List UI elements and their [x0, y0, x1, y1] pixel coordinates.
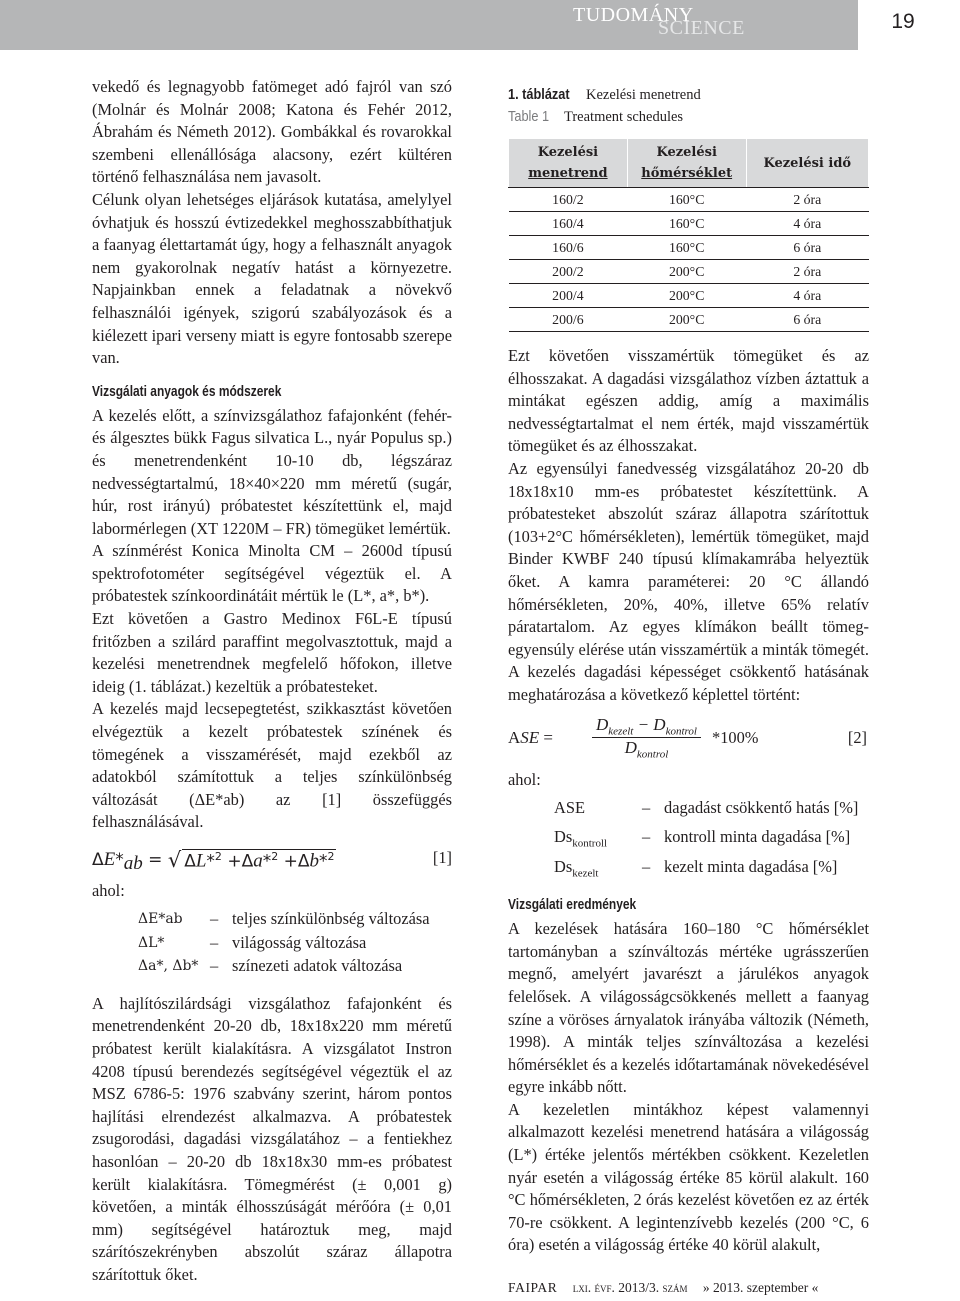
cell-time: 4 óra — [746, 212, 868, 236]
col-header-temperature-line2: hőmérséklet — [641, 166, 733, 181]
table-row — [509, 284, 869, 308]
legend-dash: – — [210, 956, 219, 976]
cell-temperature: 160°C — [627, 212, 746, 236]
equation-1-number: [1] — [432, 848, 452, 867]
legend-symbol-sub: kezelt — [572, 867, 599, 880]
methods-heading: Vizsgálati anyagok és módszerek — [92, 383, 282, 400]
cell-schedule: 160/6 — [509, 236, 628, 260]
legend-description: színezeti adatok változása — [232, 956, 403, 976]
equation-2-denominator: $D_{kontrol}$ — [624, 737, 669, 761]
table-row — [509, 188, 869, 212]
legend-symbol: ΔE*ab — [138, 911, 183, 927]
legend-row — [138, 932, 430, 956]
legend-row — [554, 856, 858, 886]
methods-paragraph-4: A kezelés majd lecsepegtetést, szikkasztást követően elvégeztük a kezelt próbatestek színének és tömegének a visszamérését, majd ezekből az adatokból számítottuk a teljes színkülönbség változását (ΔE*ab) az [1] összefüggés felhasználásával. — [92, 699, 452, 832]
methods-paragraph-1: A kezelés előtt, a színvizsgálathoz fafajonként (fehér- és álgesztes bükk Fagus silvatica L., nyár Populus sp.) és menetrendenként 10-10 db, légszáraz nedvességtartalmú, 18×40×220 mm méretű (sugár, húr, rost irányú) próbatestet készítettünk el, majd labormérlegen (XT 1220M – FR) tömegüket lemértük. — [92, 405, 452, 538]
results-prep-paragraph-1: Ezt követően visszamértük tömegüket és az élhosszakat. A dagadási vizsgálathoz vízben áztattuk a mintákat egészen addig, amíg a maximális nedvességtartalmat el nem érték, majd visszamértük tömegüket és az élhosszakat. — [508, 346, 869, 456]
cell-temperature: 200°C — [627, 308, 746, 332]
section-label-en: SCIENCE — [658, 17, 745, 39]
table-caption-number-hu: 1. táblázat — [508, 86, 570, 103]
publication-volume: lxi. évf. 2013/3. szám — [572, 1280, 688, 1295]
col-header-temperature-line1: Kezelési — [656, 145, 717, 160]
treatment-schedule-table — [508, 138, 869, 332]
equation-1-legend — [138, 908, 430, 979]
goal-paragraph: Célunk olyan lehetséges eljárások kutatása, amelylyel óvhatjuk és hosszú évtizedekkel meghosszabbíthatjuk a faanyag élettartamát úgy, hogy a felhasznált anyagok nem gyakorolnak negatív hatást a környezetre. Napjainkban ennek a feladatnak a növekvő felhasználói igények, szigorú szabályozások és a kiélezett ipari verseny miatt is egyre fontosabb szerepe van. — [92, 189, 452, 368]
cell-temperature: 160°C — [627, 188, 746, 212]
cell-time: 6 óra — [746, 308, 868, 332]
cell-time: 2 óra — [746, 188, 868, 212]
table-caption-number-en: Table 1 — [508, 108, 550, 125]
section-label-hu: TUDOMÁNY — [573, 4, 694, 26]
legend-row — [554, 797, 858, 827]
legend-dash: – — [642, 827, 651, 847]
equation-1 — [92, 846, 452, 876]
legend-description: kontroll minta dagadása [%] — [664, 827, 851, 847]
methods-paragraph-5: A hajlítószilárdsági vizsgálathoz fafajonként és menetrendenként 20-20 db, 18x18x220 mm méretű próbatest került kialakításra. A vizsgálatot Instron 4208 típusú berendezés segítségével végeztük el az MSZ 6786-5: 1976 szabvány szerint, három pontos hajlítási elrendezést alkalmazva. A próbatestek zsugorodási, dagadási vizsgálatához – a fentiekhez hasonlóan – 20-20 db 18x18x30 mm-es próbatest került kialakításra. Tömegmérést (± 0,001 g) követően, a minták élhosszúságát mérőóra (± 0,01 mm) segítségével határoztuk meg, majd szárítószekrényben abszolút száraz állapotra szárítottuk őket. — [92, 993, 452, 1284]
equation-2-lhs: ASE = — [508, 727, 554, 747]
equation-1-formula: $\Delta E*_{ab}$ = √ ΔL*$^2$ +Δa*$^2$ +Δb*$^2$ — [92, 848, 335, 875]
table-row — [509, 260, 869, 284]
methods-paragraph-2: A színmérést Konica Minolta CM – 2600d típusú spektrofotométer segítségével végeztük el. A próbatestek színkoordinátáit mértük le (L*, a*, b*). — [92, 541, 452, 606]
cell-time: 2 óra — [746, 260, 868, 284]
page-number: 19 — [891, 10, 915, 33]
legend-symbol — [554, 856, 642, 886]
legend-dash: – — [210, 932, 219, 952]
cell-schedule: 160/4 — [509, 212, 628, 236]
publication-footer — [508, 1280, 818, 1296]
cell-schedule: 160/2 — [509, 188, 628, 212]
legend-row — [138, 955, 430, 979]
legend-symbol-sub: kontroll — [572, 837, 608, 850]
running-header-bar — [0, 0, 960, 50]
table-caption-title-en: Treatment schedules — [564, 109, 684, 125]
results-prep-paragraph-2: Az egyensúlyi fanedvesség vizsgálatához 20-20 db 18x18x10 mm-es próbatestet készítettünk. A próbatesteket abszolút száraz állapotra szárítottuk (103+2°C hőmérsékleten), lemértük tömegüket, majd Binder KWBF 240 típusú klímakamrába helyeztük őket. A kamra paraméterei: 20 °C állandó hőmérsékleten, 20%, 40%, illetve 65% relatív páratartalom. Az egyes klímákon beállt tömeg-egyensúly elérése után visszamértük a minták tömegét. — [508, 458, 869, 659]
legend-dash: – — [642, 797, 651, 817]
legend-description: világosság változása — [232, 932, 367, 952]
col-header-schedule — [509, 139, 628, 188]
cell-temperature: 200°C — [627, 260, 746, 284]
cell-temperature: 160°C — [627, 236, 746, 260]
cell-temperature: 200°C — [627, 284, 746, 308]
legend-description: kezelt minta dagadása [%] — [664, 857, 838, 877]
table-row — [509, 212, 869, 236]
cell-schedule: 200/6 — [509, 308, 628, 332]
col-header-temperature — [627, 139, 746, 188]
publication-date: » 2013. szeptember « — [702, 1280, 819, 1295]
where-label: ahol: — [92, 881, 125, 900]
legend-row — [554, 826, 858, 856]
legend-symbol-main: ASE — [554, 797, 585, 817]
legend-symbol: ΔL* — [138, 934, 165, 951]
legend-symbol — [554, 797, 642, 827]
legend-symbol: Δa*, Δb* — [138, 958, 199, 975]
table-row — [509, 308, 869, 332]
table-row — [509, 236, 869, 260]
legend-dash: – — [642, 857, 651, 877]
equation-2-fraction — [592, 715, 701, 761]
col-header-schedule-line1: Kezelési — [537, 145, 599, 160]
equation-2-legend — [554, 797, 858, 887]
cell-schedule: 200/2 — [509, 260, 628, 284]
cell-time: 4 óra — [746, 284, 868, 308]
legend-row — [138, 908, 430, 932]
legend-symbol — [554, 826, 642, 856]
results-heading: Vizsgálati eredmények — [508, 897, 637, 914]
intro-paragraph: vekedő és legnagyobb fatömeget adó fajról van szó (Molnár és Molnár 2008; Katona és Fehér 2012, Ábrahám és Németh 2012). Gombákkal és rovarokkal szembeni ellenállósága alacsony, ezért kültéren történő felhasználása nem javasolt. — [92, 77, 452, 187]
methods-paragraph-3: Ezt követően a Gastro Medinox F6L-E típusú fritőzben a szilárd paraffint megolvasztottuk, majd a kezelési menetrendnek megfelelő hőfokon, illetve ideig (1. táblázat.) kezeltük a próbatesteket. — [92, 609, 452, 696]
legend-description: teljes színkülönbség változása — [232, 909, 430, 928]
left-column — [92, 76, 452, 1287]
where-label: ahol: — [508, 769, 541, 789]
legend-dash: – — [210, 909, 219, 928]
cell-time: 6 óra — [746, 236, 868, 260]
equation-2-number: [2] — [847, 727, 867, 747]
col-header-schedule-line2: menetrend — [528, 166, 608, 181]
equation-2-numerator: $D_{kezelt} - D_{kontrol}$ — [592, 715, 701, 738]
cell-schedule: 200/4 — [509, 284, 628, 308]
right-column — [508, 86, 869, 1257]
table-header-row — [509, 139, 869, 188]
equation-2-tail: *100% — [712, 727, 759, 747]
results-paragraph-1: A kezelések hatására 160–180 °C hőmérséklet tartományban a színváltozás mértéke ugrásszerűen megnő, amelyért javarészt a járulékos anyagok felelősek. A világosságcsökkenés mellett a faanyag színe a vöröses árnyalatok irányába változik (Németh, 1998). A minták teljes színváltozása a kezelési hőmérséklet és a kezelés időtartamának növekedésével egyre inkább nőtt. — [508, 919, 869, 1097]
col-header-time: Kezelési idő — [746, 139, 868, 188]
table-caption-title-hu: Kezelési menetrend — [586, 87, 701, 103]
equation-2 — [508, 715, 869, 767]
results-paragraph-2: A kezeletlen mintákhoz képest valamennyi alkalmazott kezelési menetrend hatására a világosság (L*) értéke jelentős mértékben csökkent. Kezeletlen nyár esetén a világosság értéke 85 körül alakult. 160 °C hőmérsékleten, 2 órás kezelést követően ez az érték 70-re csökkent. A legintenzívebb kezelés (200 °C, 6 óra) esetén a világosság értéke 40 körül alakult, — [508, 1099, 869, 1255]
legend-symbol-main: Ds — [554, 857, 573, 877]
table-caption — [508, 86, 869, 130]
results-prep-paragraph-3: A kezelés dagadási képességet csökkentő hatásának meghatározása a következő képlettel történt: — [508, 662, 869, 704]
publication-name: FAIPAR — [508, 1280, 558, 1295]
legend-symbol-main: Ds — [554, 827, 573, 847]
legend-description: dagadást csökkentő hatás [%] — [664, 797, 859, 817]
